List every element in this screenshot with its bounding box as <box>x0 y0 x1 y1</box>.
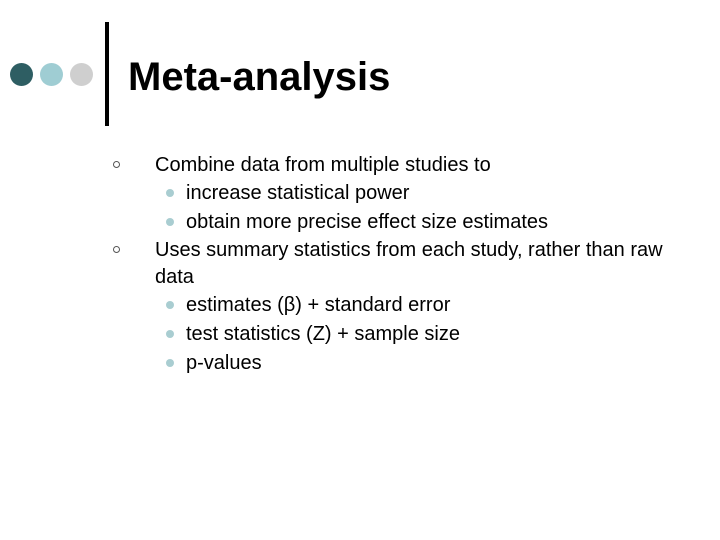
sub-bullet-estimates-se <box>0 291 720 320</box>
sub-bullet-text: increase statistical power <box>186 182 410 204</box>
bullet-combine-data <box>0 152 720 179</box>
slide-content <box>0 152 720 378</box>
sub-bullet-precise-estimates <box>0 208 720 237</box>
hollow-circle-bullet-icon <box>113 161 120 168</box>
dot-teal-icon <box>40 63 63 86</box>
slide-title: Meta-analysis <box>128 55 391 99</box>
sub-bullet-text: obtain more precise effect size estimates <box>186 211 549 233</box>
filled-circle-bullet-icon <box>166 301 174 309</box>
bullet-summary-statistics <box>0 237 720 291</box>
filled-circle-bullet-icon <box>166 330 174 338</box>
sub-bullet-text: test statistics (Z) + sample size <box>186 323 460 345</box>
bullet-text: Combine data from multiple studies to <box>155 154 491 176</box>
filled-circle-bullet-icon <box>166 359 174 367</box>
dot-gray-icon <box>70 63 93 86</box>
decorative-dots <box>10 63 93 86</box>
filled-circle-bullet-icon <box>166 218 174 226</box>
bullet-text: Uses summary statistics from each study, rather than raw data <box>155 239 663 288</box>
sub-bullet-p-values <box>0 349 720 378</box>
sub-bullet-test-statistics <box>0 320 720 349</box>
dot-dark-icon <box>10 63 33 86</box>
sub-bullet-statistical-power <box>0 179 720 208</box>
hollow-circle-bullet-icon <box>113 246 120 253</box>
sub-bullet-text: p-values <box>186 352 262 374</box>
filled-circle-bullet-icon <box>166 189 174 197</box>
sub-bullet-text: estimates (β) + standard error <box>186 294 451 316</box>
title-divider <box>105 22 109 126</box>
